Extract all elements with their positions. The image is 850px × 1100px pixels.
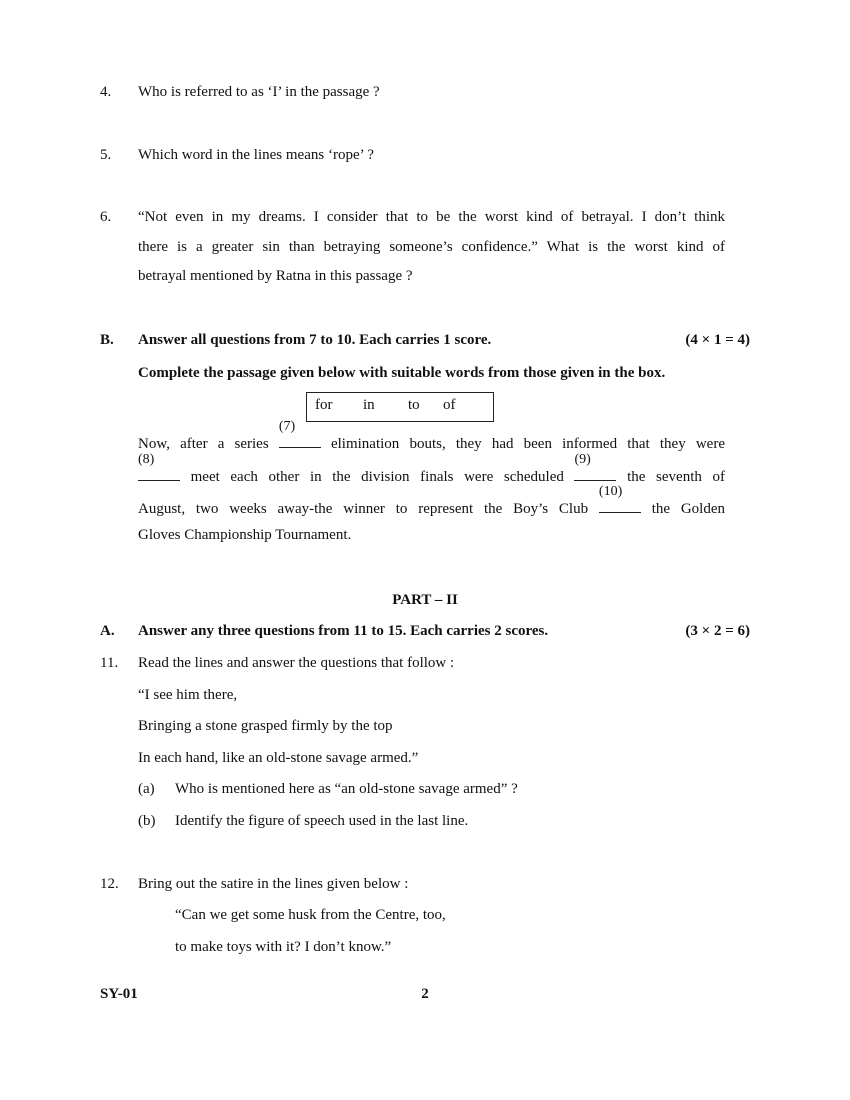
question-text: Bring out the satire in the lines given below :: [138, 876, 409, 892]
blank-7: (7): [279, 433, 321, 448]
question-text: Which word in the lines means ‘rope’ ?: [138, 147, 374, 163]
box-word: of: [443, 397, 456, 413]
section-score: (4 × 1 = 4): [685, 332, 750, 348]
section-label: A.: [100, 623, 115, 639]
box-word: for: [315, 397, 333, 413]
poem-line: Bringing a stone grasped firmly by the top: [138, 718, 393, 734]
part-title: PART – II: [392, 592, 458, 608]
question-number: 5.: [100, 147, 112, 163]
question-text: Who is referred to as ‘I’ in the passage ?: [138, 84, 380, 100]
box-word: in: [363, 397, 375, 413]
box-word: to: [408, 397, 420, 413]
question-text: Read the lines and answer the questions that follow :: [138, 655, 455, 671]
section-instruction: Complete the passage given below with suitable words from those given in the box.: [138, 365, 666, 381]
question-number: 11.: [100, 655, 119, 671]
question-text-line: there is a greater sin than betraying someone’s confidence.” What is the worst kind of: [138, 239, 725, 255]
blank-9: (9): [574, 466, 616, 481]
section-heading: Answer all questions from 7 to 10. Each carries 1 score.: [138, 332, 492, 348]
question-number: 4.: [100, 84, 112, 100]
word-box: [306, 392, 494, 422]
poem-line: In each hand, like an old-stone savage armed.”: [138, 750, 419, 766]
blank-8: (8): [138, 466, 180, 481]
sub-question-text: Who is mentioned here as “an old-stone savage armed” ?: [175, 781, 518, 797]
question-number: 6.: [100, 209, 112, 225]
question-number: 12.: [100, 876, 119, 892]
poem-line: “Can we get some husk from the Centre, too,: [175, 907, 446, 923]
poem-line: to make toys with it? I don’t know.”: [175, 939, 392, 955]
question-text-line: “Not even in my dreams. I consider that to be the worst kind of betrayal. I don’t think: [138, 209, 725, 225]
sub-question-label: (a): [138, 781, 155, 797]
passage-line: Gloves Championship Tournament.: [138, 527, 352, 543]
section-score: (3 × 2 = 6): [685, 623, 750, 639]
passage-line: (8) meet each other in the division finals were scheduled (9) the seventh of: [138, 452, 725, 485]
sub-question-text: Identify the figure of speech used in the last line.: [175, 813, 469, 829]
passage-line: August, two weeks away-the winner to represent the Boy’s Club (10) the Golden: [138, 484, 726, 517]
section-heading: Answer any three questions from 11 to 15. Each carries 2 scores.: [138, 623, 549, 639]
poem-line: “I see him there,: [138, 687, 238, 703]
blank-10: (10): [599, 498, 641, 513]
section-label: B.: [100, 332, 114, 348]
paper-code: SY-01: [100, 986, 138, 1002]
question-text-line: betrayal mentioned by Ratna in this passage ?: [138, 268, 413, 284]
page-number: 2: [421, 986, 429, 1002]
passage-line: Now, after a series (7) elimination bouts, they had been informed that they were: [138, 419, 725, 452]
sub-question-label: (b): [138, 813, 156, 829]
